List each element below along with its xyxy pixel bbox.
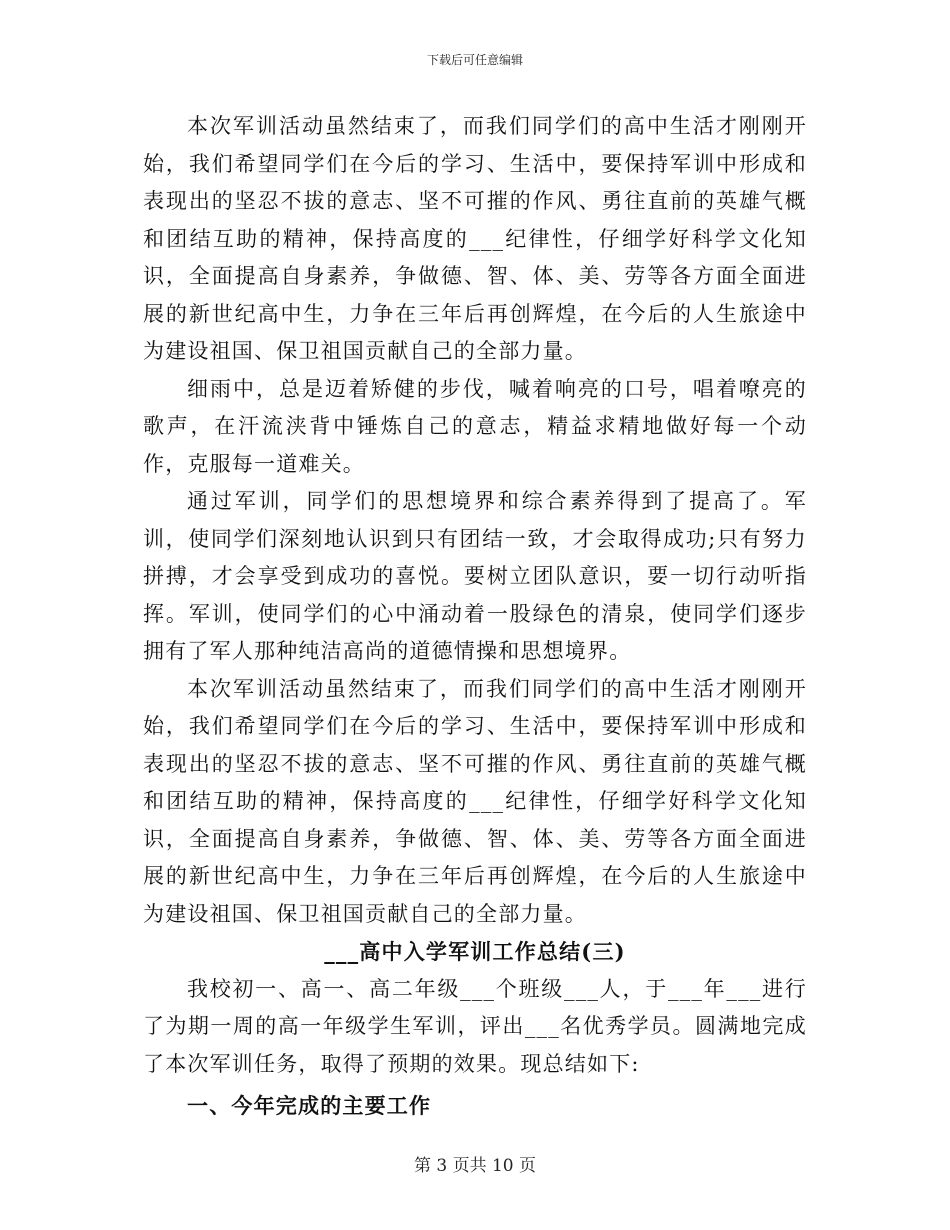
section-intro-paragraph: 我校初一、高一、高二年级___个班级___人，于___年___进行了为期一周的高一年级学生军训，评出___名优秀学员。圆满地完成了本次军训任务，取得了预期的效果。现总结如下: — [143, 976, 807, 1076]
paragraph-4: 本次军训活动虽然结束了，而我们同学们的高中生活才刚刚开始，我们希望同学们在今后的学习、生活中，要保持军训中形成和表现出的坚忍不拔的意志、坚不可摧的作风、勇往直前的英雄气概和团结互助的精神，保持高度的___纪律性，仔细学好科学文化知识，全面提高自身素养，争做德、智、体、美、劳等各方面全面进展的新世纪高中生，力争在三年后再创辉煌，在今后的人生旅途中为建设祖国、保卫祖国贡献自己的全部力量。 — [143, 676, 807, 926]
page-header: 下载后可任意编辑 — [426, 53, 523, 67]
section-subheading: 一、今年完成的主要工作 — [187, 1093, 432, 1118]
paragraph-1: 本次军训活动虽然结束了，而我们同学们的高中生活才刚刚开始，我们希望同学们在今后的学习、生活中，要保持军训中形成和表现出的坚忍不拔的意志、坚不可摧的作风、勇往直前的英雄气概和团结互助的精神，保持高度的___纪律性，仔细学好科学文化知识，全面提高自身素养，争做德、智、体、美、劳等各方面全面进展的新世纪高中生，力争在三年后再创辉煌，在今后的人生旅途中为建设祖国、保卫祖国贡献自己的全部力量。 — [143, 114, 807, 363]
section-title: ___高中入学军训工作总结(三) — [324, 939, 626, 964]
document-body — [143, 108, 807, 1125]
page-number: 第 3 页共 10 页 — [413, 1156, 537, 1176]
paragraph-2: 细雨中，总是迈着矫健的步伐，喊着响亮的口号，唱着嘹亮的歌声，在汗流浃背中锤炼自己的意志，精益求精地做好每一个动作，克服每一道难关。 — [143, 376, 807, 476]
paragraph-3: 通过军训，同学们的思想境界和综合素养得到了提高了。军训，使同学们深刻地认识到只有团结一致，才会取得成功;只有努力拼搏，才会享受到成功的喜悦。要树立团队意识，要一切行动听指挥。军训，使同学们的心中涌动着一股绿色的清泉，使同学们逐步拥有了军人那种纯洁高尚的道德情操和思想境界。 — [143, 489, 807, 663]
